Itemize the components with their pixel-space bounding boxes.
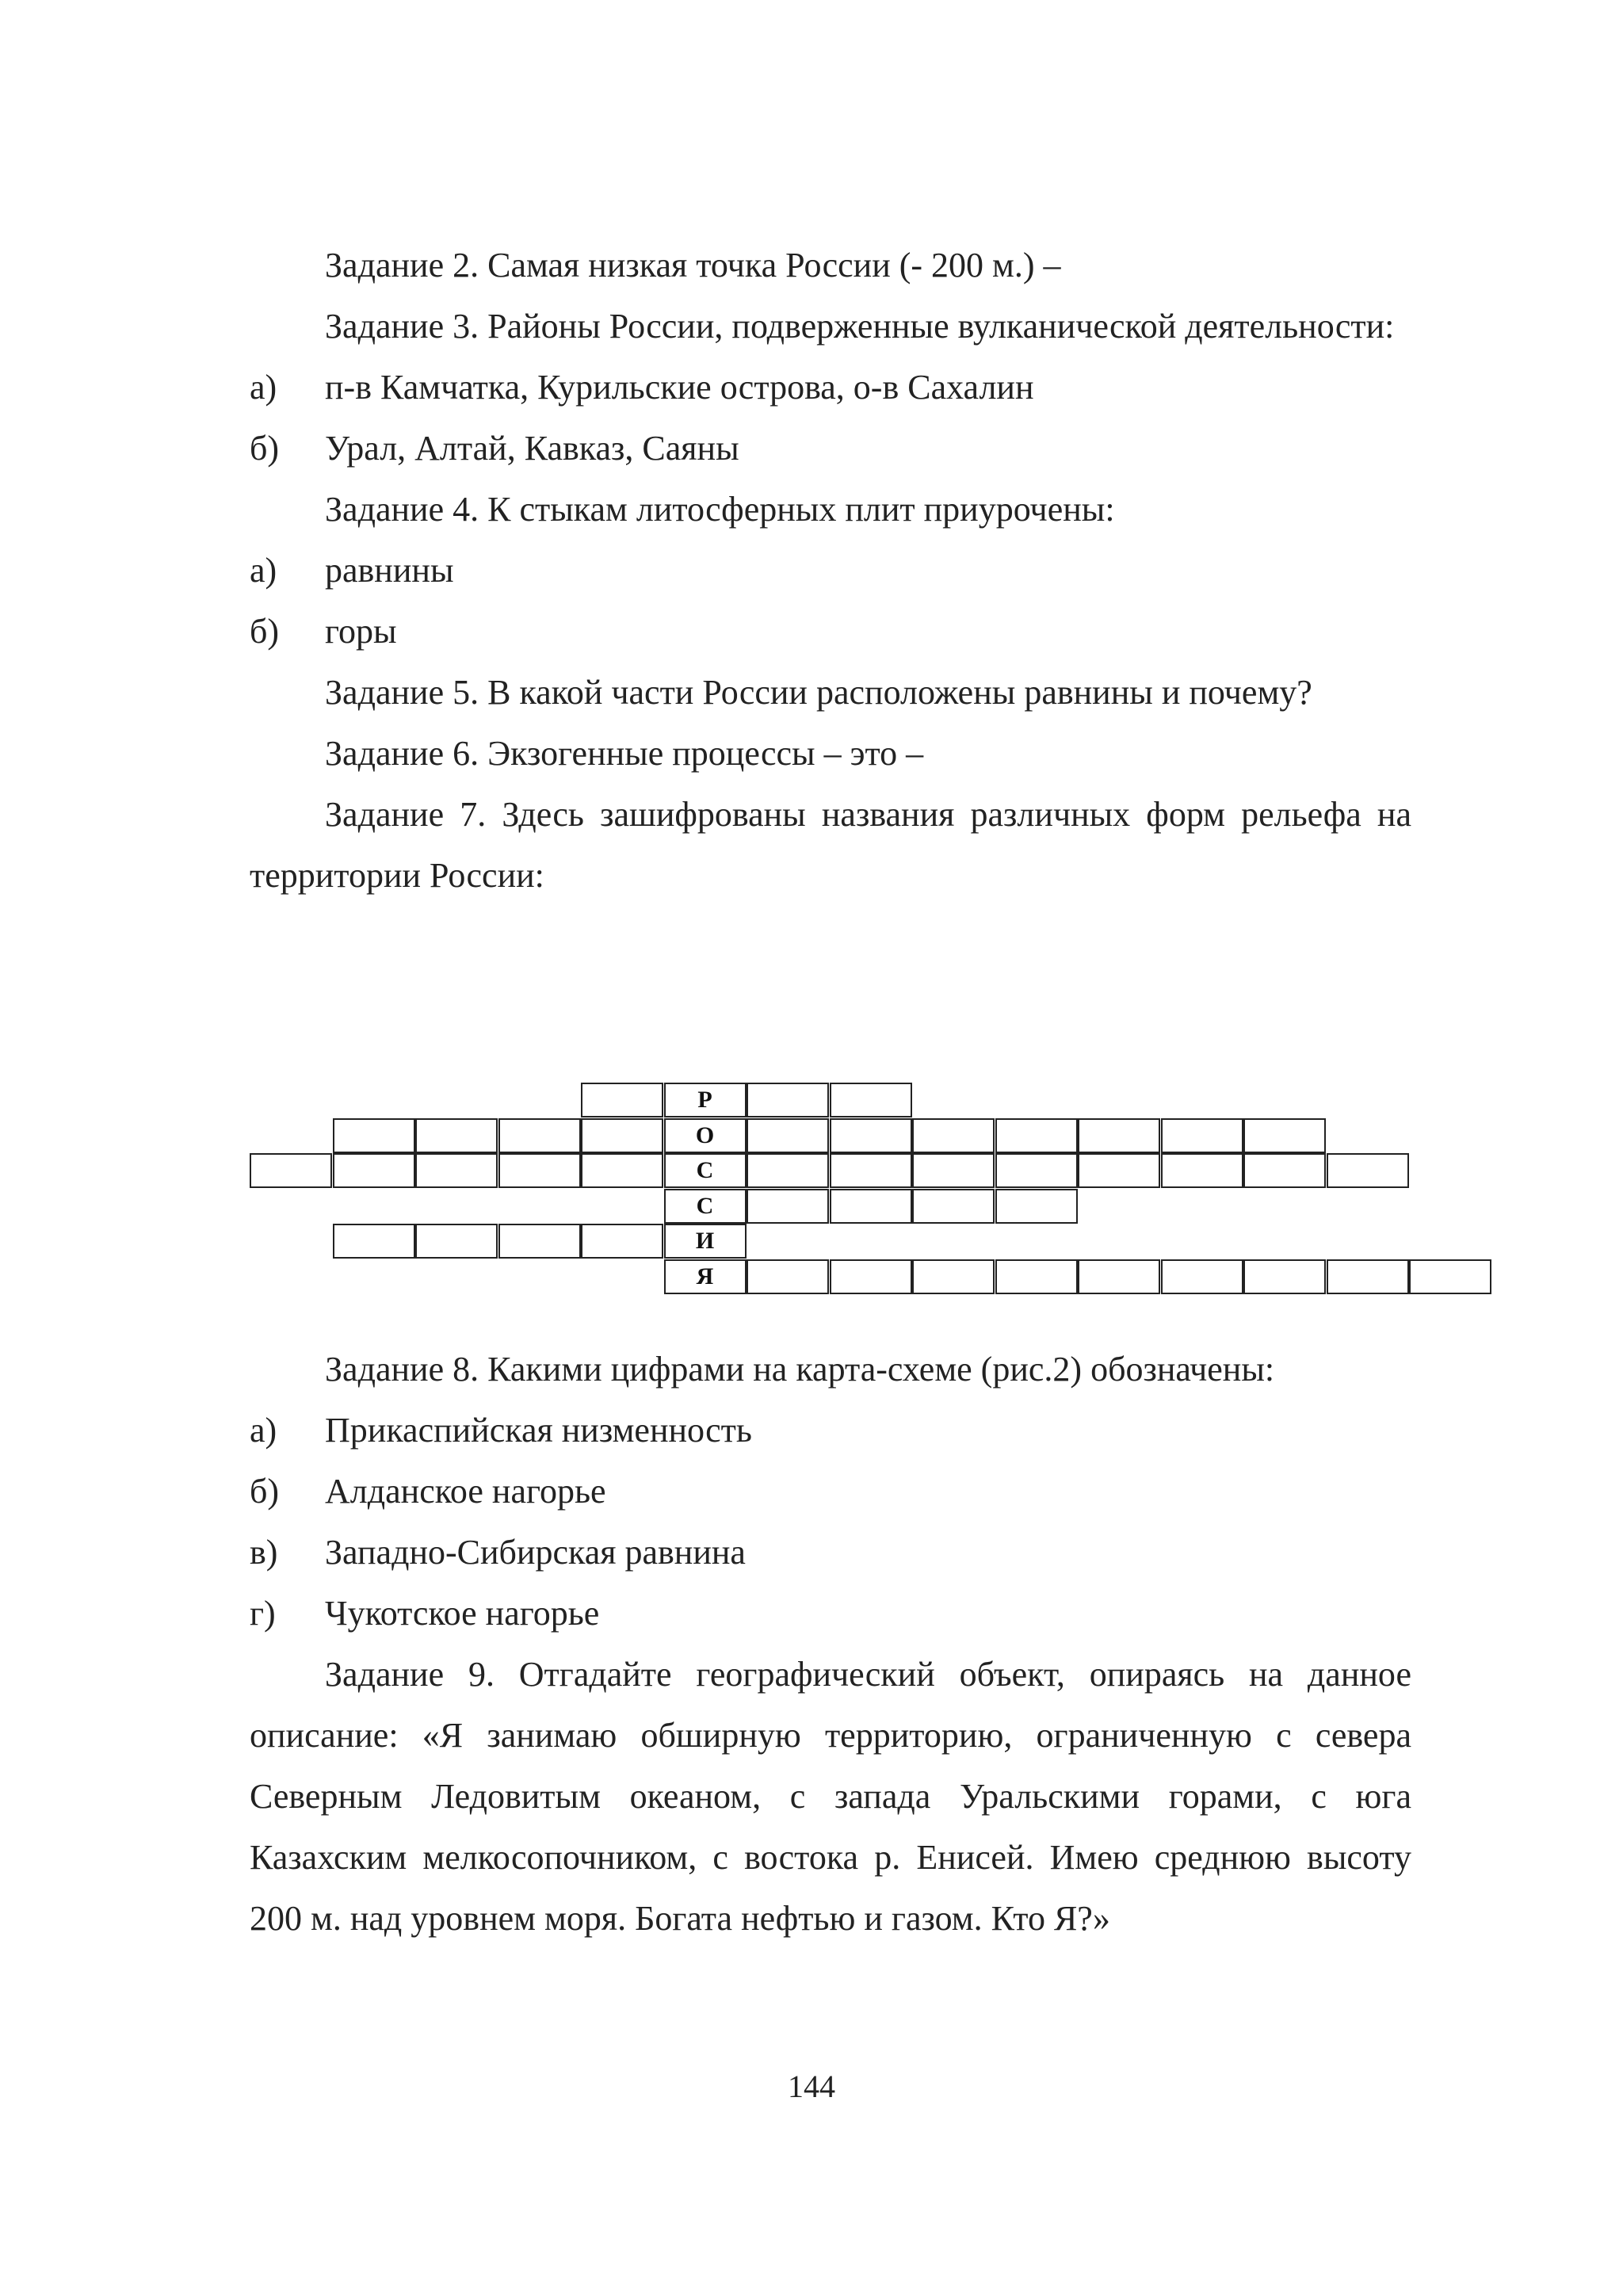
task-4-option-b [250, 601, 1411, 662]
task-3-option-b [250, 418, 1411, 479]
option-text: Урал, Алтай, Кавказ, Саяны [325, 429, 739, 468]
task-9: Задание 9. Отгадайте географический объект, опираясь на данное описание: «Я занимаю обширную территорию, ограниченную с севера Северным Ледовитым океаном, с запада Уральскими горами, с юга Казахским мелкосопочником, с востока р. Енисей. Имею среднюю высоту 200 м. над уровнем моря. Богата нефтью и газом. Кто Я?» [250, 1655, 1411, 1938]
crossword-cell [581, 1153, 663, 1188]
option-text: Западно-Сибирская равнина [325, 1533, 746, 1572]
crossword-cell [581, 1118, 663, 1153]
crossword-cell [747, 1259, 829, 1294]
crossword-key-letter: И [695, 1228, 715, 1254]
crossword-cell [830, 1153, 912, 1188]
crossword-cell [912, 1189, 995, 1224]
page-number: 144 [788, 2069, 835, 2104]
crossword-cell [250, 1153, 332, 1188]
task-6: Задание 6. Экзогенные процессы – это – [325, 734, 924, 773]
crossword-cell [1243, 1259, 1326, 1294]
crossword-cell [995, 1189, 1078, 1224]
crossword-cell [830, 1259, 912, 1294]
crossword-key-letter: С [696, 1157, 714, 1183]
crossword-cell [995, 1153, 1078, 1188]
option-letter: б) [250, 1472, 280, 1511]
crossword-key-letter: С [696, 1192, 714, 1219]
crossword-cell [747, 1118, 829, 1153]
crossword-cell [830, 1189, 912, 1224]
crossword-cell [1161, 1118, 1243, 1153]
crossword-cell [995, 1118, 1078, 1153]
option-text: горы [325, 612, 397, 651]
crossword-cell [1078, 1259, 1160, 1294]
tasks-2-to-7 [250, 235, 1411, 906]
crossword-cell [1078, 1153, 1160, 1188]
task-8-option-b [250, 1461, 1411, 1522]
crossword-cell [415, 1153, 498, 1188]
crossword-cell [912, 1118, 995, 1153]
task-4-option-a [250, 540, 1411, 601]
crossword-cell [1327, 1153, 1409, 1188]
task-2: Задание 2. Самая низкая точка России (- 200 м.) – [325, 246, 1061, 285]
option-letter: б) [250, 612, 280, 651]
task-5: Задание 5. В какой части России расположены равнины и почему? [325, 673, 1312, 712]
crossword-cell [1078, 1118, 1160, 1153]
crossword-cell [747, 1083, 829, 1117]
option-letter: б) [250, 429, 280, 468]
crossword-cell [830, 1083, 912, 1117]
crossword-cell [912, 1153, 995, 1188]
crossword-cell [912, 1259, 995, 1294]
option-letter: а) [250, 551, 277, 590]
option-letter: а) [250, 1411, 277, 1450]
crossword-cell [747, 1189, 829, 1224]
crossword-key-letter: Р [697, 1087, 712, 1113]
task-8: Задание 8. Какими цифрами на карта-схеме (рис.2) обозначены: [325, 1350, 1275, 1389]
option-text: Прикаспийская низменность [325, 1411, 752, 1450]
option-text: п-в Камчатка, Курильские острова, о-в Сахалин [325, 368, 1034, 407]
option-letter: в) [250, 1533, 278, 1572]
crossword-cell [498, 1153, 581, 1188]
crossword-cell [1243, 1153, 1326, 1188]
option-text: Чукотское нагорье [325, 1594, 600, 1633]
crossword-cell [333, 1224, 415, 1259]
crossword-cell [415, 1224, 498, 1259]
task-8-option-d [250, 1583, 1411, 1644]
option-text: равнины [325, 551, 454, 590]
crossword-cell [498, 1118, 581, 1153]
task-8-option-a [250, 1400, 1411, 1461]
crossword-cell [995, 1259, 1078, 1294]
crossword-cell [1243, 1118, 1326, 1153]
crossword-cell [333, 1118, 415, 1153]
crossword-cell [581, 1224, 663, 1259]
option-text: Алданское нагорье [325, 1472, 606, 1511]
tasks-8-to-9 [250, 1339, 1411, 1949]
option-letter: г) [250, 1594, 276, 1633]
crossword-cell [498, 1224, 581, 1259]
task-7: Задание 7. Здесь зашифрованы названия различных форм рельефа на территории России: [250, 795, 1411, 895]
crossword-cell [747, 1153, 829, 1188]
crossword-cell [1409, 1259, 1491, 1294]
crossword-cell [415, 1118, 498, 1153]
crossword-cell [1161, 1259, 1243, 1294]
crossword-cell [1161, 1153, 1243, 1188]
crossword-cell [830, 1118, 912, 1153]
crossword-cell [581, 1083, 663, 1117]
option-letter: а) [250, 368, 277, 407]
crossword-key-letter: Я [696, 1263, 714, 1289]
crossword-cell [1327, 1259, 1409, 1294]
task-3: Задание 3. Районы России, подверженные вулканической деятельности: [325, 307, 1395, 346]
crossword-key-letter: О [695, 1121, 715, 1148]
task-4: Задание 4. К стыкам литосферных плит приурочены: [325, 490, 1115, 529]
task-3-option-a [250, 357, 1411, 418]
task-8-option-c [250, 1522, 1411, 1583]
crossword-cell [333, 1153, 415, 1188]
